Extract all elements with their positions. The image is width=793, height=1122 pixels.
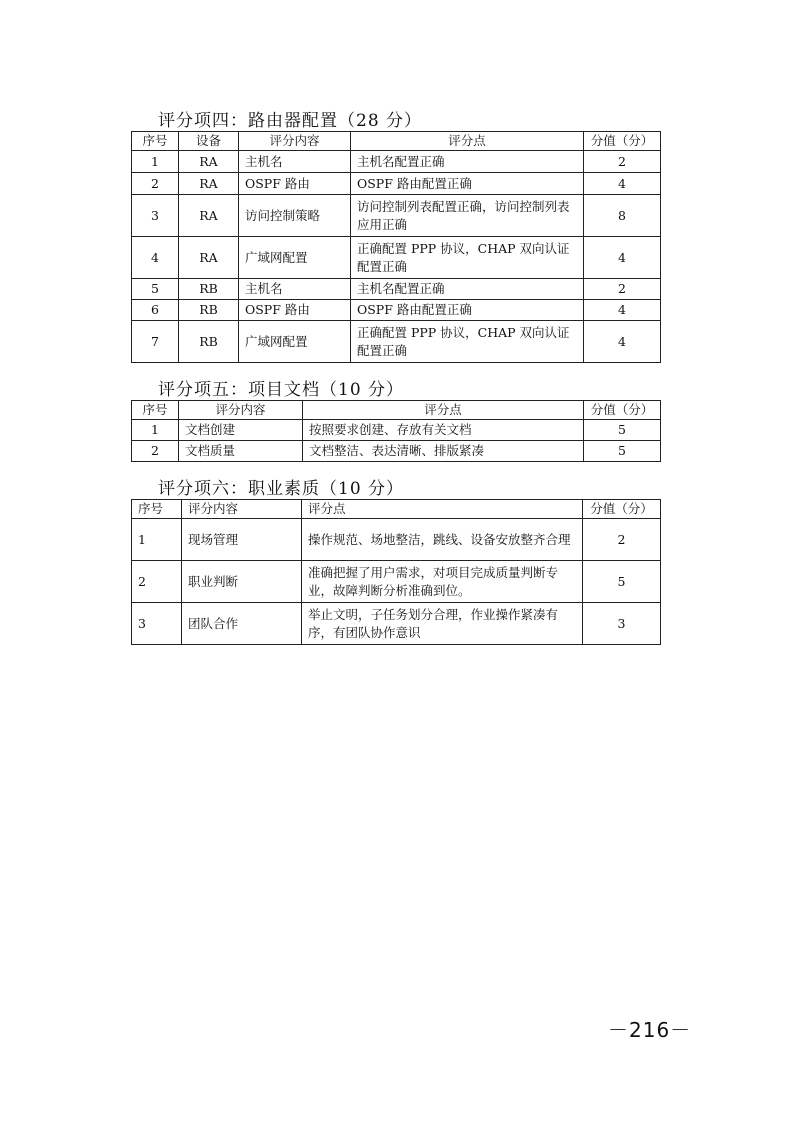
row-number: 2: [132, 561, 182, 603]
table-row: [132, 321, 661, 363]
row-point: 准确把握了用户需求，对项目完成质量判断专业，故障判断分析准确到位。: [302, 561, 583, 603]
row-device: RB: [179, 279, 239, 300]
table-row: [132, 279, 661, 300]
row-device: RA: [179, 173, 239, 195]
row-content: 文档创建: [179, 420, 303, 441]
header-cell: 评分点: [351, 132, 584, 151]
row-point: 正确配置 PPP 协议，CHAP 双向认证配置正确: [351, 321, 584, 363]
row-content: OSPF 路由: [239, 173, 351, 195]
section4-title: 评分项四：路由器配置（28 分）: [158, 111, 423, 131]
row-number: 2: [132, 441, 179, 462]
row-number: 1: [132, 420, 179, 441]
header-cell: 分值（分）: [583, 500, 661, 519]
table-row: [132, 173, 661, 195]
row-content: 访问控制策略: [239, 195, 351, 237]
row-point: 主机名配置正确: [351, 279, 584, 300]
header-cell: 序号: [132, 500, 182, 519]
table-row: [132, 441, 661, 462]
table-row: [132, 603, 661, 645]
row-device: RA: [179, 237, 239, 279]
table-row: [132, 561, 661, 603]
row-point: 文档整洁、表达清晰、排版紧凑: [303, 441, 584, 462]
row-device: RB: [179, 300, 239, 321]
table-row: [132, 420, 661, 441]
row-content: 主机名: [239, 151, 351, 173]
row-point: 操作规范、场地整洁，跳线、设备安放整齐合理: [302, 519, 583, 561]
header-cell: 分值（分）: [584, 401, 661, 420]
row-point: OSPF 路由配置正确: [351, 300, 584, 321]
header-cell: 设备: [179, 132, 239, 151]
table-row: [132, 151, 661, 173]
row-number: 6: [132, 300, 179, 321]
row-score: 5: [584, 420, 661, 441]
row-content: OSPF 路由: [239, 300, 351, 321]
row-device: RA: [179, 151, 239, 173]
row-score: 5: [584, 441, 661, 462]
project-doc-table: [131, 400, 661, 462]
row-score: 3: [583, 603, 661, 645]
header-cell: 分值（分）: [584, 132, 661, 151]
row-score: 2: [584, 279, 661, 300]
row-point: 举止文明，子任务划分合理，作业操作紧凑有序，有团队协作意识: [302, 603, 583, 645]
table-row: [132, 195, 661, 237]
table-header-row: [132, 500, 661, 519]
header-cell: 序号: [132, 401, 179, 420]
table-header-row: [132, 401, 661, 420]
row-number: 1: [132, 519, 182, 561]
row-score: 5: [583, 561, 661, 603]
row-number: 4: [132, 237, 179, 279]
row-content: 职业判断: [182, 561, 302, 603]
row-device: RB: [179, 321, 239, 363]
header-cell: 评分点: [303, 401, 584, 420]
row-score: 2: [584, 151, 661, 173]
table-row: [132, 519, 661, 561]
row-content: 广域网配置: [239, 237, 351, 279]
row-number: 2: [132, 173, 179, 195]
header-cell: 评分内容: [239, 132, 351, 151]
header-cell: 评分点: [302, 500, 583, 519]
row-score: 4: [584, 173, 661, 195]
professional-quality-table: [131, 499, 661, 645]
row-content: 广域网配置: [239, 321, 351, 363]
row-point: 主机名配置正确: [351, 151, 584, 173]
row-number: 1: [132, 151, 179, 173]
page-number: －216－: [608, 1018, 692, 1042]
row-device: RA: [179, 195, 239, 237]
section5-title: 评分项五：项目文档（10 分）: [158, 380, 405, 400]
table-row: [132, 300, 661, 321]
row-point: 访问控制列表配置正确，访问控制列表应用正确: [351, 195, 584, 237]
row-content: 团队合作: [182, 603, 302, 645]
table-row: [132, 237, 661, 279]
row-score: 2: [583, 519, 661, 561]
header-cell: 评分内容: [182, 500, 302, 519]
row-point: OSPF 路由配置正确: [351, 173, 584, 195]
section6-title: 评分项六：职业素质（10 分）: [158, 479, 405, 499]
row-number: 5: [132, 279, 179, 300]
row-number: 3: [132, 603, 182, 645]
row-content: 主机名: [239, 279, 351, 300]
header-cell: 序号: [132, 132, 179, 151]
row-score: 4: [584, 321, 661, 363]
row-score: 8: [584, 195, 661, 237]
row-point: 按照要求创建、存放有关文档: [303, 420, 584, 441]
row-number: 3: [132, 195, 179, 237]
row-score: 4: [584, 300, 661, 321]
row-content: 现场管理: [182, 519, 302, 561]
router-config-table: [131, 131, 661, 363]
row-number: 7: [132, 321, 179, 363]
row-score: 4: [584, 237, 661, 279]
header-cell: 评分内容: [179, 401, 303, 420]
row-point: 正确配置 PPP 协议，CHAP 双向认证配置正确: [351, 237, 584, 279]
table-header-row: [132, 132, 661, 151]
row-content: 文档质量: [179, 441, 303, 462]
